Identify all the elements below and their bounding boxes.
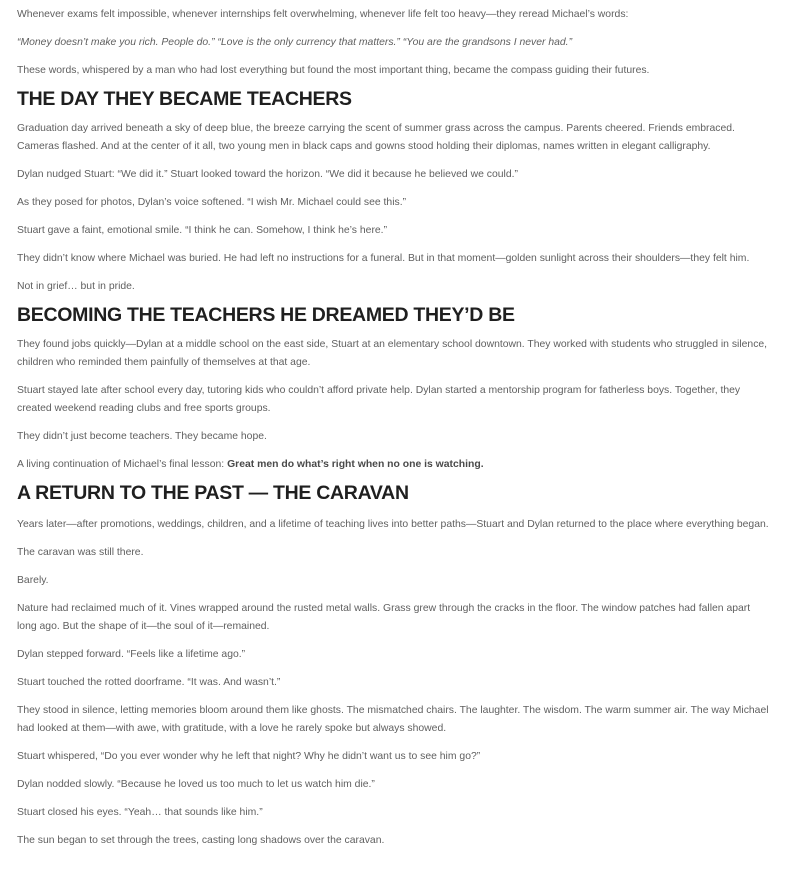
intro-paragraph: Whenever exams felt impossible, whenever internships felt overwhelming, whenever life felt too heavy—they reread Michael’s words: [17,9,629,20]
body-paragraph: They found jobs quickly—Dylan at a middle school on the east side, Stuart at an elementary school downtown. They worked with students who struggled in silence, children who reminded them painfully of themselves at that age. [17,339,768,368]
body-paragraph: Stuart whispered, “Do you ever wonder why he left that night? Why he didn’t want us to see him go?” [17,751,481,762]
body-paragraph: Stuart touched the rotted doorframe. “It was. And wasn’t.” [17,677,281,688]
lesson-paragraph [17,456,770,474]
body-paragraph: They didn’t just become teachers. They became hope. [17,431,267,442]
body-paragraph: Years later—after promotions, weddings, children, and a lifetime of teaching lives into better paths—Stuart and Dylan returned to the place where everything began. [17,519,769,530]
lesson-prefix: A living continuation of Michael’s final lesson: [17,459,228,470]
body-paragraph: Stuart closed his eyes. “Yeah… that sounds like him.” [17,807,263,818]
body-paragraph: Dylan stepped forward. “Feels like a lifetime ago.” [17,649,246,660]
section-heading: THE DAY THEY BECAME TEACHERS [17,88,352,110]
body-paragraph: Barely. [17,575,49,586]
intro-paragraph: These words, whispered by a man who had lost everything but found the most important thing, became the compass guiding their futures. [17,65,650,76]
body-paragraph: Stuart stayed late after school every day, tutoring kids who couldn’t afford private help. Dylan started a mentorship program for fatherless boys. Together, they created weekend reading clubs and free sports groups. [17,385,741,414]
body-paragraph: Stuart gave a faint, emotional smile. “I think he can. Somehow, I think he’s here.” [17,225,388,236]
section-heading: A RETURN TO THE PAST — THE CARAVAN [17,482,409,504]
body-paragraph: Nature had reclaimed much of it. Vines wrapped around the rusted metal walls. Grass grew through the cracks in the floor. The window patches had fallen apart long ago. But the shape of it—the soul of it—remained. [17,603,751,632]
body-paragraph: Dylan nudged Stuart: “We did it.” Stuart looked toward the horizon. “We did it because he believed we could.” [17,169,518,180]
body-paragraph: As they posed for photos, Dylan’s voice softened. “I wish Mr. Michael could see this.” [17,197,407,208]
body-paragraph: Not in grief… but in pride. [17,281,135,292]
body-paragraph: The caravan was still there. [17,547,144,558]
body-paragraph: Graduation day arrived beneath a sky of deep blue, the breeze carrying the scent of summer grass across the campus. Parents cheered. Friends embraced. Cameras flashed. And at the center of it all, two young men in black caps and gowns stood holding their diplomas, names written in elegant calligraphy. [17,123,735,152]
lesson-bold-text: Great men do what’s right when no one is watching. [227,459,484,470]
body-paragraph: They didn’t know where Michael was buried. He had left no instructions for a funeral. But in that moment—golden sunlight across their shoulders—they felt him. [17,253,750,264]
quote-paragraph: “Money doesn’t make you rich. People do.” “Love is the only currency that matters.” “You are the grandsons I never had.” [17,37,573,48]
body-paragraph: The sun began to set through the trees, casting long shadows over the caravan. [17,835,385,846]
section-heading: BECOMING THE TEACHERS HE DREAMED THEY’D BE [17,304,515,326]
body-paragraph: Dylan nodded slowly. “Because he loved us too much to let us watch him die.” [17,779,375,790]
body-paragraph: They stood in silence, letting memories bloom around them like ghosts. The mismatched chairs. The laughter. The wisdom. The warm summer air. The way Michael had looked at them—with awe, with gratitude, with a love he rarely spoke but always showed. [17,705,769,734]
